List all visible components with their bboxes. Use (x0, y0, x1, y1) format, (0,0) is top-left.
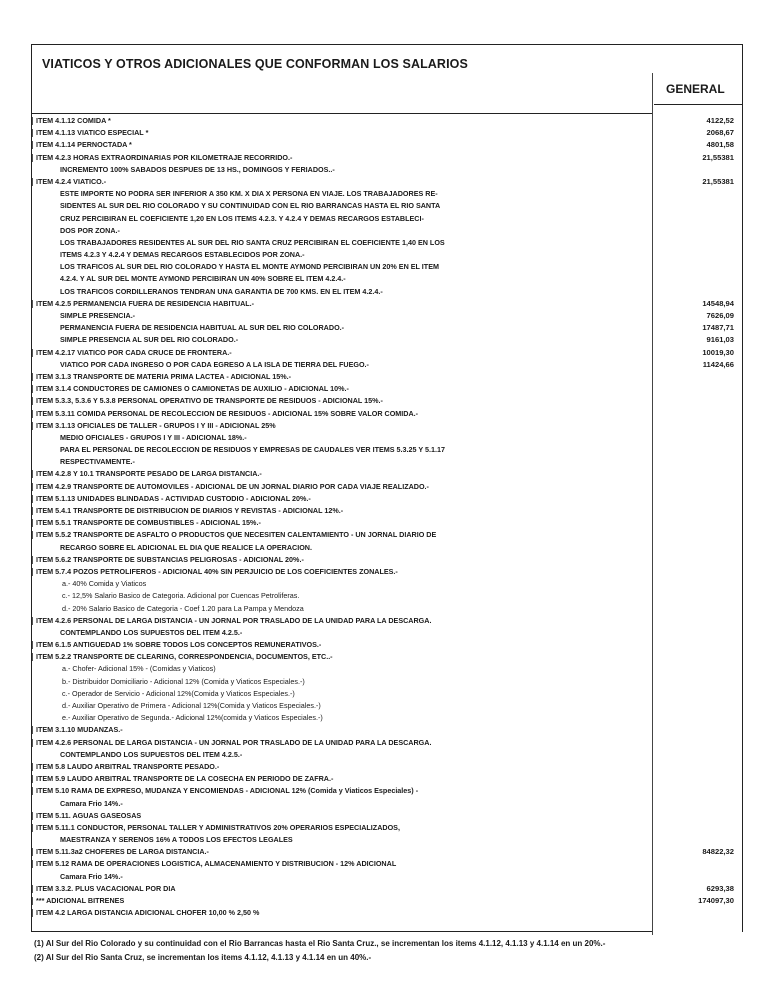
table-row (32, 225, 742, 237)
table-row (32, 200, 742, 212)
row-value: 11424,66 (702, 359, 734, 369)
row-description: RESPECTIVAMENTE.- (60, 457, 135, 467)
table-row (32, 529, 742, 541)
table-row (32, 627, 742, 639)
row-description: SIMPLE PRESENCIA.- (60, 311, 136, 320)
table-row (32, 822, 742, 834)
row-description: b.- Distribuidor Domiciliario - Adicional 12% (Comida y Viaticos Especiales.-) (62, 676, 305, 686)
row-description: ITEM 5.12 RAMA DE OPERACIONES LOGISTICA, ALMACENAMIENTO Y DISTRIBUCION - 12% ADICIONAL (32, 858, 396, 870)
table-row (32, 249, 742, 261)
table-row (32, 237, 742, 249)
row-description: LOS TRAFICOS AL SUR DEL RIO COLORADO Y HASTA EL MONTE AYMOND PERCIBIRAN UN 20% EN EL ITEM (60, 262, 439, 272)
row-description: ITEM 5.3.3, 5.3.6 Y 5.3.8 PERSONAL OPERATIVO DE TRANSPORTE DE RESIDUOS - ADICIONAL 15%.- (32, 395, 383, 407)
column-header-general: GENERAL (666, 82, 725, 96)
table-row (32, 152, 742, 164)
table-row (32, 798, 742, 810)
row-value: 6293,38 (706, 883, 734, 893)
table-row (32, 663, 742, 675)
row-value: 9161,03 (706, 335, 734, 345)
table-row (32, 383, 742, 395)
row-description: INCREMENTO 100% SABADOS DESPUES DE 13 HS., DOMINGOS Y FERIADOS..- (60, 164, 335, 174)
table-row (32, 834, 742, 846)
table-row (32, 858, 742, 870)
row-description: LOS TRAFICOS CORDILLERANOS TENDRAN UNA GARANTIA DE 700 KMS. EN EL ITEM 4.2.4.- (60, 286, 383, 296)
table-row (32, 468, 742, 480)
row-description: MAESTRANZA Y SERENOS 16% A TODOS LOS EFECTOS LEGALES (60, 835, 293, 845)
table-row (32, 188, 742, 200)
row-description: DOS POR ZONA.- (60, 225, 120, 235)
table-row (32, 785, 742, 797)
table-row (32, 712, 742, 724)
row-value: 7626,09 (706, 311, 734, 320)
row-value: 21,55381 (702, 176, 734, 186)
table-row (32, 724, 742, 736)
row-description: ITEM 4.2.17 VIATICO POR CADA CRUCE DE FRONTERA.- (32, 347, 232, 359)
row-description: ITEM 4.2.8 Y 10.1 TRANSPORTE PESADO DE LARGA DISTANCIA.- (32, 468, 262, 480)
table-row (32, 700, 742, 712)
table-row (32, 773, 742, 785)
row-description: ITEM 5.6.2 TRANSPORTE DE SUBSTANCIAS PELIGROSAS - ADICIONAL 20%.- (32, 554, 304, 566)
row-value: 10019,30 (702, 347, 734, 357)
table-row (32, 481, 742, 493)
row-description: ITEM 5.9 LAUDO ARBITRAL TRANSPORTE DE LA COSECHA EN PERIODO DE ZAFRA.- (32, 773, 333, 785)
row-description: SIDENTES AL SUR DEL RIO COLORADO Y SU CONTINUIDAD CON EL RIO BARRANCAS HASTA EL RIO SANTA (60, 201, 441, 211)
row-description: CONTEMPLANDO LOS SUPUESTOS DEL ITEM 4.2.5.- (60, 749, 243, 759)
table-bottom-rule (32, 931, 652, 932)
table-row (32, 871, 742, 883)
row-description: *** ADICIONAL BITRENES (32, 895, 124, 907)
row-description: ITEM 5.7.4 POZOS PETROLIFEROS - ADICIONAL 40% SIN PERJUICIO DE LOS COEFICIENTES ZONALES.- (32, 566, 398, 578)
table-row (32, 164, 742, 176)
row-description: ITEM 4.1.12 COMIDA * (32, 115, 111, 127)
row-description: ITEM 4.2 LARGA DISTANCIA ADICIONAL CHOFER 10,00 % 2,50 % (32, 907, 259, 919)
row-value: 21,55381 (702, 152, 734, 162)
table-row (32, 273, 742, 285)
table-row (32, 408, 742, 420)
table-row (32, 590, 742, 602)
row-description: ITEM 5.1.13 UNIDADES BLINDADAS - ACTIVIDAD CUSTODIO - ADICIONAL 20%.- (32, 493, 311, 505)
table-row (32, 456, 742, 468)
row-description: VIATICO POR CADA INGRESO O POR CADA EGRESO A LA ISLA DE TIERRA DEL FUEGO.- (60, 359, 369, 369)
row-description: ESTE IMPORTE NO PODRA SER INFERIOR A 350 KM. X DIA X PERSONA EN VIAJE. LOS TRABAJADORES RE- (60, 189, 438, 199)
row-description: ITEM 4.2.9 TRANSPORTE DE AUTOMOVILES - ADICIONAL DE UN JORNAL DIARIO POR CADA VIAJE REALIZADO.- (32, 481, 429, 493)
row-description: ITEM 3.1.10 MUDANZAS.- (32, 724, 123, 736)
row-value: 2068,67 (706, 128, 734, 138)
row-description: d.- Auxiliar Operativo de Primera - Adicional 12%(Comida y Viaticos Especiales.-) (62, 701, 321, 710)
row-description: ITEM 4.2.3 HORAS EXTRAORDINARIAS POR KILOMETRAJE RECORRIDO.- (32, 152, 292, 164)
table-row (32, 395, 742, 407)
table-row (32, 688, 742, 700)
row-value: 17487,71 (702, 323, 734, 333)
table-row (32, 517, 742, 529)
table-row (32, 542, 742, 554)
row-description: CONTEMPLANDO LOS SUPUESTOS DEL ITEM 4.2.5.- (60, 627, 243, 637)
table-row (32, 615, 742, 627)
table-row (32, 359, 742, 371)
row-description: d.- 20% Salario Basico de Categoria - Coef 1.20 para La Pampa y Mendoza (62, 603, 304, 613)
row-description: Camara Frio 14%.- (60, 798, 123, 808)
document-title: VIATICOS Y OTROS ADICIONALES QUE CONFORMAN LOS SALARIOS (42, 57, 468, 71)
table-row (32, 676, 742, 688)
table-row (32, 505, 742, 517)
column-header-rule (654, 104, 742, 105)
table-row (32, 761, 742, 773)
footnote-2: (2) Al Sur del Rio Santa Cruz, se incrementan los items 4.1.12, 4.1.13 y 4.1.14 en un 40%.- (34, 953, 372, 962)
table-row (32, 737, 742, 749)
row-description: ITEM 5.11.1 CONDUCTOR, PERSONAL TALLER Y ADMINISTRATIVOS 20% OPERARIOS ESPECIALIZADOS, (32, 822, 400, 834)
table-row (32, 578, 742, 590)
row-description: PERMANENCIA FUERA DE RESIDENCIA HABITUAL AL SUR DEL RIO COLORADO.- (60, 323, 345, 333)
row-description: ITEM 4.2.6 PERSONAL DE LARGA DISTANCIA - UN JORNAL POR TRASLADO DE LA UNIDAD PARA LA DESCARGA. (32, 615, 431, 627)
table-row (32, 176, 742, 188)
table-row (32, 322, 742, 334)
row-value: 4801,58 (706, 140, 734, 150)
row-description: ITEM 5.5.2 TRANSPORTE DE ASFALTO O PRODUCTOS QUE NECESITEN CALENTAMIENTO - UN JORNAL DIARIO DE (32, 529, 436, 541)
row-description: ITEM 3.3.2. PLUS VACACIONAL POR DIA (32, 883, 176, 895)
row-description: LOS TRABAJADORES RESIDENTES AL SUR DEL RIO SANTA CRUZ PERCIBIRAN EL COEFICIENTE 1,40 EN LOS (60, 237, 445, 247)
table-row (32, 444, 742, 456)
table-row (32, 347, 742, 359)
row-description: SIMPLE PRESENCIA AL SUR DEL RIO COLORADO.- (60, 335, 239, 345)
row-description: ITEM 3.1.3 TRANSPORTE DE MATERIA PRIMA LACTEA - ADICIONAL 15%.- (32, 371, 291, 383)
table-row (32, 566, 742, 578)
table-row (32, 603, 742, 615)
row-description: ITEM 4.2.4 VIATICO.- (32, 176, 106, 188)
table-row (32, 310, 742, 322)
row-description: ITEM 5.5.1 TRANSPORTE DE COMBUSTIBLES - ADICIONAL 15%.- (32, 517, 261, 529)
table-row (32, 907, 742, 919)
row-description: 4.2.4. Y AL SUR DEL MONTE AYMOND PERCIBIRAN UN 40% SOBRE EL ITEM 4.2.4.- (60, 274, 346, 284)
row-description: Camara Frio 14%.- (60, 871, 123, 881)
table-row (32, 139, 742, 151)
table-row (32, 261, 742, 273)
row-description: e.- Auxiliar Operativo de Segunda.- Adicional 12%(comida y Viaticos Especiales.-) (62, 713, 323, 723)
row-description: ITEM 5.2.2 TRANSPORTE DE CLEARING, CORRESPONDENCIA, DOCUMENTOS, ETC..- (32, 651, 333, 663)
row-description: ITEM 5.10 RAMA DE EXPRESO, MUDANZA Y ENCOMIENDAS - ADICIONAL 12% (Comida y Viaticos Especiales) - (32, 785, 418, 797)
table-row (32, 127, 742, 139)
row-description: ITEM 5.8 LAUDO ARBITRAL TRANSPORTE PESADO.- (32, 761, 219, 773)
table-row (32, 371, 742, 383)
row-description: c.- 12,5% Salario Basico de Categoria. Adicional por Cuencas Petroliferas. (62, 591, 300, 601)
row-description: PARA EL PERSONAL DE RECOLECCION DE RESIDUOS Y EMPRESAS DE CAUDALES VER ITEMS 5.3.25 Y 5.1.17 (60, 445, 446, 455)
table-row (32, 639, 742, 651)
row-description: ITEM 5.4.1 TRANSPORTE DE DISTRIBUCION DE DIARIOS Y REVISTAS - ADICIONAL 12%.- (32, 505, 343, 517)
row-value: 84822,32 (702, 847, 734, 857)
table-row (32, 420, 742, 432)
table-rows (32, 115, 742, 919)
row-description: ITEM 5.11.3a2 CHOFERES DE LARGA DISTANCIA.- (32, 846, 209, 858)
table-row (32, 895, 742, 907)
table-row (32, 554, 742, 566)
row-description: ITEM 5.11. AGUAS GASEOSAS (32, 810, 141, 822)
footnote-1: (1) Al Sur del Rio Colorado y su continuidad con el Rio Barrancas hasta el Rio Santa Cruz., se incrementan los items 4.1.12, 4.1.13 y 4.1.14 en un 20%.- (34, 939, 606, 948)
table-row (32, 298, 742, 310)
row-value: 4122,52 (706, 116, 734, 125)
row-description: ITEM 4.2.5 PERMANENCIA FUERA DE RESIDENCIA HABITUAL.- (32, 298, 254, 310)
row-value: 174097,30 (698, 896, 734, 905)
row-description: c.- Operador de Servicio - Adicional 12%(Comida y Viaticos Especiales.-) (62, 688, 295, 698)
row-description: ITEM 4.2.6 PERSONAL DE LARGA DISTANCIA - UN JORNAL POR TRASLADO DE LA UNIDAD PARA LA DESCARGA. (32, 737, 431, 749)
table-row (32, 432, 742, 444)
row-description: RECARGO SOBRE EL ADICIONAL EL DIA QUE REALICE LA OPERACION. (60, 542, 312, 552)
row-description: ITEM 4.1.14 PERNOCTADA * (32, 139, 132, 151)
row-description: ITEM 3.1.4 CONDUCTORES DE CAMIONES O CAMIONETAS DE AUXILIO - ADICIONAL 10%.- (32, 383, 349, 395)
table-row (32, 651, 742, 663)
table-row (32, 493, 742, 505)
table-row (32, 213, 742, 225)
row-description: a.- Chofer- Adicional 15% - (Comidas y Viaticos) (62, 664, 216, 674)
row-description: ITEM 5.3.11 COMIDA PERSONAL DE RECOLECCION DE RESIDUOS - ADICIONAL 15% SOBRE VALOR COMIDA.- (32, 408, 418, 420)
row-description: a.- 40% Comida y Viaticos (62, 579, 147, 589)
table-row (32, 334, 742, 346)
table-row (32, 115, 742, 127)
table-row (32, 883, 742, 895)
row-description: ITEM 6.1.5 ANTIGUEDAD 1% SOBRE TODOS LOS CONCEPTOS REMUNERATIVOS.- (32, 639, 321, 651)
header-divider (32, 113, 652, 114)
row-description: ITEM 4.1.13 VIATICO ESPECIAL * (32, 127, 148, 139)
table-row (32, 810, 742, 822)
row-description: MEDIO OFICIALES - GRUPOS I Y III - ADICIONAL 18%.- (60, 432, 247, 442)
row-description: ITEMS 4.2.3 Y 4.2.4 Y DEMAS RECARGOS ESTABLECIDOS POR ZONA.- (60, 250, 305, 260)
row-description: ITEM 3.1.13 OFICIALES DE TALLER - GRUPOS I Y III - ADICIONAL 25% (32, 420, 276, 432)
table-row (32, 286, 742, 298)
table-row (32, 749, 742, 761)
salary-table (31, 44, 743, 932)
footnotes (34, 937, 605, 965)
row-description: CRUZ PERCIBIRAN EL COEFICIENTE 1,20 EN LOS ITEMS 4.2.3. Y 4.2.4 Y DEMAS RECARGOS ESTABLECI- (60, 213, 424, 223)
row-value: 14548,94 (702, 298, 734, 308)
table-row (32, 846, 742, 858)
